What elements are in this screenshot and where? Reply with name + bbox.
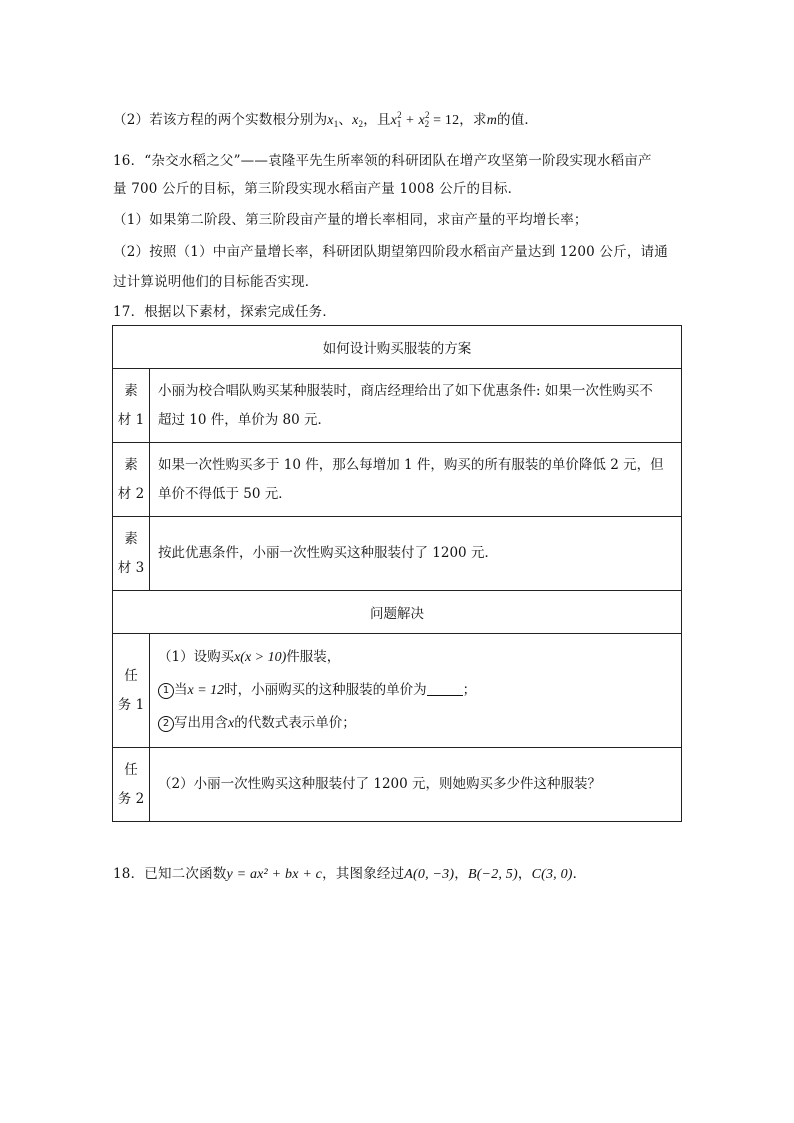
material-3-text: 按此优惠条件，小丽一次性购买这种服装付了 1200 元． xyxy=(150,517,682,591)
point-a: A(0, −3) xyxy=(404,867,455,882)
q15-part2 xyxy=(113,108,538,129)
material-1-label: 素 材 1 xyxy=(113,369,150,443)
q18-mid: ，其图象经过 xyxy=(322,866,405,882)
point-c: C(3, 0) xyxy=(531,867,573,882)
quadratic-function: y = ax² + bx + c xyxy=(226,867,323,882)
material-2-label: 素 材 2 xyxy=(113,443,150,517)
root-x2: $x_2$ xyxy=(352,113,364,129)
q15-suffix-b: 的值． xyxy=(497,112,539,128)
q15-separator: 、 xyxy=(338,112,353,128)
table-title: 如何设计购买服装的方案 xyxy=(113,326,682,369)
materials-table xyxy=(112,325,682,822)
circled-number-1: 1 xyxy=(158,683,174,699)
q16-part2-line1: （2）按照（1）中亩产量增长率，科研团队期望第四阶段水稻亩产量达到 1200 公斤，请通 xyxy=(113,244,668,260)
section-problem-solving: 问题解决 xyxy=(113,591,682,634)
task-2-text: （2）小丽一次性购买这种服装付了 1200 元，则她购买多少件这种服装？ xyxy=(150,748,682,822)
q16-part2-line2: 过计算说明他们的目标能否实现． xyxy=(113,274,319,290)
q18: 18．已知二次函数y = ax² + bx + c，其图象经过A(0, −3)，B(−2, 5)，C(3, 0)． xyxy=(113,866,587,882)
q15-cond-prefix: ，且 xyxy=(363,112,391,128)
q16-line2: 量 700 公斤的目标，第三阶段实现水稻亩产量 1008 公斤的目标． xyxy=(113,181,522,197)
material-1-text: 小丽为校合唱队购买某种服装时，商店经理给出了如下优惠条件: 如果一次性购买不 超过 10 件，单价为 80 元． xyxy=(150,369,682,443)
var-m: m xyxy=(486,113,497,128)
x-equals-12: x = 12 xyxy=(187,683,225,698)
material-2-text: 如果一次性购买多于 10 件，那么每增加 1 件，购买的所有服装的单价降低 2 元，但 单价不得低于 50 元． xyxy=(150,443,682,517)
task-2-label: 任 务 2 xyxy=(113,748,150,822)
circled-number-2: 2 xyxy=(158,716,174,732)
root-x1: $x_1$ xyxy=(327,113,339,129)
material-3-label: 素 材 3 xyxy=(113,517,150,591)
q18-prefix: 18．已知二次函数 xyxy=(113,866,227,882)
point-b: B(−2, 5) xyxy=(467,867,518,882)
q15-part2-prefix: （2）若该方程的两个实数根分别为 xyxy=(113,112,328,128)
sum-of-squares-equation: $x^2_1 + x^2_2 = 12$ xyxy=(390,110,460,129)
q17-intro: 17．根据以下素材，探索完成任务． xyxy=(113,304,337,320)
condition-x-gt-10: x(x > 10) xyxy=(234,650,287,665)
answer-blank xyxy=(427,683,463,696)
task-1-label: 任 务 1 xyxy=(113,634,150,748)
var-x: x xyxy=(228,716,235,731)
task-1-text: （1）设购买x(x > 10)件服装， 1 当x = 12时，小丽购买的这种服装的单价为 ； 2 写出用含x的代数式表示单价； xyxy=(150,634,682,748)
q16-part1: （1）如果第二阶段、第三阶段亩产量的增长率相同，求亩产量的平均增长率； xyxy=(113,212,588,228)
q15-suffix-a: ，求 xyxy=(459,112,487,128)
q16-line1: 16．“杂交水稻之父”——袁隆平先生所率领的科研团队在增产攻坚第一阶段实现水稻亩产 xyxy=(113,153,652,169)
